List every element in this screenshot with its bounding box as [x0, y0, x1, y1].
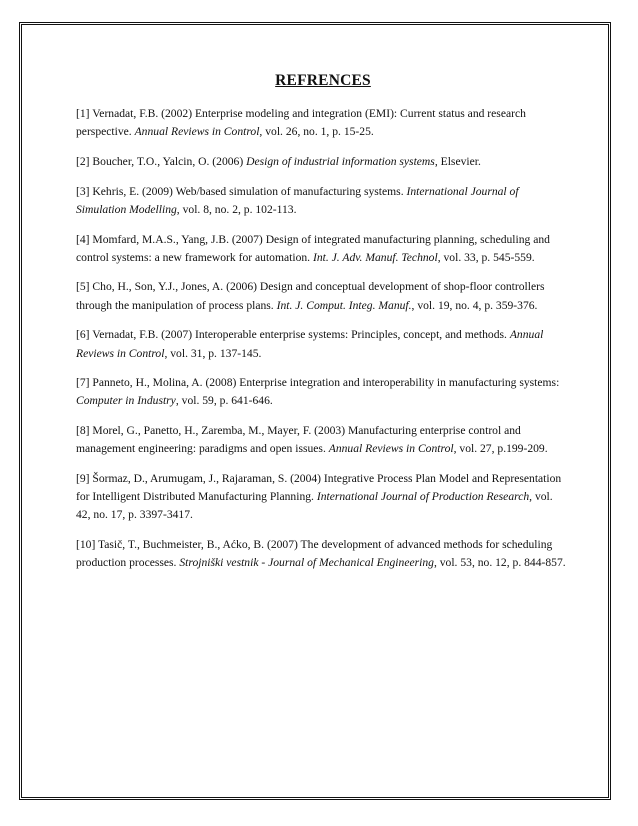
reference-text: [3] Kehris, E. (2009) Web/based simulation of manufacturing systems.	[76, 184, 407, 198]
reference-details: , vol. 33, p. 545-559.	[437, 250, 535, 264]
reference-details: , vol. 53, no. 12, p. 844-857.	[433, 556, 566, 570]
reference-item-7	[76, 374, 570, 410]
reference-details: , Elsevier.	[434, 154, 481, 168]
reference-item-4	[76, 231, 570, 267]
reference-details: , vol. 59, p. 641-646.	[175, 394, 273, 408]
reference-item-9	[76, 470, 570, 525]
reference-text: [7] Panneto, H., Molina, A. (2008) Enterprise integration and interoperability in manufacturing systems:	[76, 376, 560, 390]
reference-item-3	[76, 183, 570, 219]
reference-source: Annual Reviews in Control,	[134, 125, 263, 139]
reference-item-5	[76, 278, 570, 314]
references-page	[76, 72, 570, 584]
page-title: REFRENCES	[275, 72, 371, 89]
reference-details: , vol. 27, p.199-209.	[453, 442, 548, 456]
reference-text: [5] Cho, H., Son, Y.J., Jones, A. (2006) Design and conceptual development of shop-floor controllers through the manipulation of process plans.	[76, 280, 545, 312]
reference-source: International Journal of Simulation Modelling	[76, 184, 519, 216]
reference-text: [8] Morel, G., Panetto, H., Zaremba, M., Mayer, F. (2003) Manufacturing enterprise control and management engineering: paradigms and open issues.	[76, 424, 521, 456]
reference-text: [9] Šormaz, D., Arumugam, J., Rajaraman, S. (2004) Integrative Process Plan Model and Representation for Intelligent Distributed Manufacturing Planning.	[76, 472, 562, 504]
reference-source: International Journal of Production Research	[316, 490, 530, 504]
reference-source: Annual Reviews in Control	[328, 442, 454, 456]
reference-text: [6] Vernadat, F.B. (2007) Interoperable enterprise systems: Principles, concept, and methods.	[76, 328, 510, 342]
reference-source: Int. J. Comput. Integ. Manuf.	[276, 298, 412, 312]
reference-details: , vol. 42, no. 17, p. 3397-3417.	[76, 490, 553, 522]
reference-item-2	[76, 153, 570, 171]
reference-source: Annual Reviews in Control	[76, 328, 544, 360]
reference-source: Int. J. Adv. Manuf. Technol	[312, 250, 438, 264]
reference-source: Computer in Industry	[76, 394, 176, 408]
reference-text: [2] Boucher, T.O., Yalcin, O. (2006)	[76, 154, 247, 168]
reference-item-6	[76, 326, 570, 362]
reference-details: , vol. 8, no. 2, p. 102-113.	[176, 202, 297, 216]
reference-item-8	[76, 422, 570, 458]
reference-text: [10] Tasič, T., Buchmeister, B., Aćko, B. (2007) The development of advanced methods for scheduling production processes.	[76, 538, 553, 570]
reference-details: , vol. 31, p. 137-145.	[164, 346, 262, 360]
reference-text: [4] Momfard, M.A.S., Yang, J.B. (2007) Design of integrated manufacturing planning, scheduling and control systems: a new framework for automation.	[76, 232, 550, 264]
reference-source: Strojniški vestnik - Journal of Mechanical Engineering	[179, 556, 434, 570]
reference-item-10	[76, 536, 570, 572]
reference-source: Design of industrial information systems	[246, 154, 435, 168]
reference-details: , vol. 19, no. 4, p. 359-376.	[411, 298, 538, 312]
reference-text: [1] Vernadat, F.B. (2002) Enterprise modeling and integration (EMI): Current status and research perspective.	[76, 107, 526, 139]
reference-details: vol. 26, no. 1, p. 15-25.	[262, 125, 374, 139]
reference-item-1	[76, 105, 570, 141]
